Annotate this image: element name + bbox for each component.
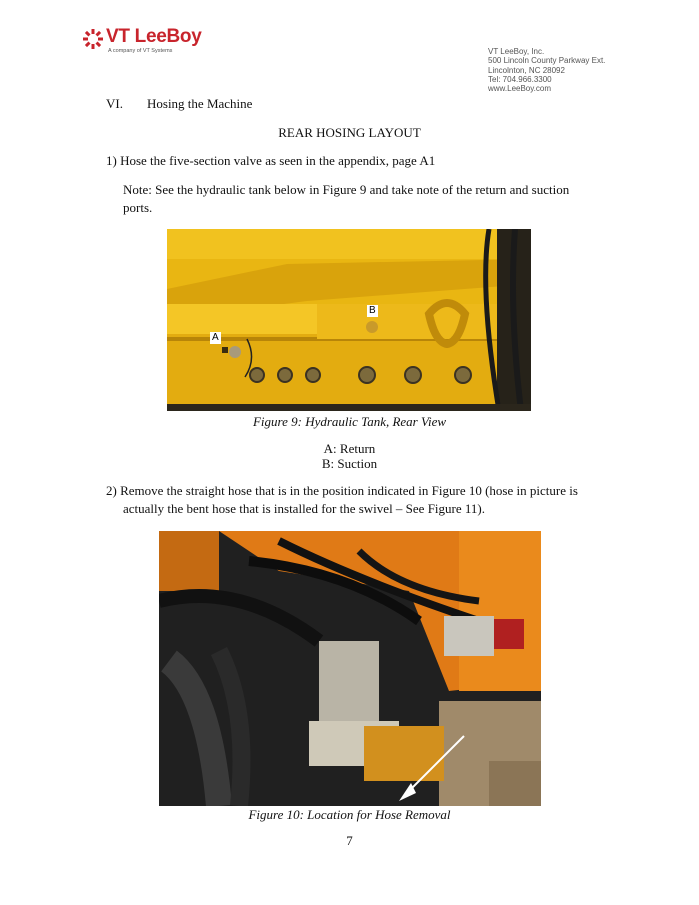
page-number: 7 — [346, 833, 353, 848]
address-line: Tel: 704.966.3300 — [488, 74, 552, 84]
legend-return: A: Return — [323, 441, 376, 456]
figure-10-caption: Figure 10: Location for Hose Removal — [248, 807, 451, 822]
section-title: Hosing the Machine — [147, 96, 253, 111]
step-2-line-2: actually the bent hose that is installed for the swivel – See Figure 11). — [123, 501, 485, 516]
logo-text: VT LeeBoy — [106, 26, 202, 47]
step-1: 1) Hose the five-section valve as seen in the appendix, page A1 — [106, 153, 436, 168]
hydraulic-tank-illustration — [167, 229, 531, 411]
section-number: VI. — [106, 96, 123, 111]
figure-9-caption: Figure 9: Hydraulic Tank, Rear View — [252, 414, 447, 429]
legend-suction: B: Suction — [321, 456, 378, 471]
vt-leeboy-logo-icon — [82, 28, 104, 50]
figure-10-photo — [159, 531, 541, 806]
page-title: REAR HOSING LAYOUT — [278, 125, 421, 140]
step-2-line-1: 2) Remove the straight hose that is in the position indicated in Figure 10 (hose in picture is — [106, 483, 578, 498]
address-line: Lincolnton, NC 28092 — [488, 65, 565, 75]
note-line-1: Note: See the hydraulic tank below in Figure 9 and take note of the return and suction — [123, 182, 570, 197]
note-line-2: ports. — [123, 200, 153, 215]
logo-tagline: A company of VT Systems — [108, 48, 173, 54]
address-line: www.LeeBoy.com — [488, 84, 551, 94]
valve-hoses-illustration — [159, 531, 541, 806]
figure-9-label-b: B — [369, 305, 376, 316]
address-line: 500 Lincoln County Parkway Ext. — [488, 56, 606, 66]
figure-9-photo — [167, 229, 531, 411]
company-address — [488, 47, 605, 93]
address-line: VT LeeBoy, Inc. — [488, 47, 545, 56]
figure-9-label-a: A — [212, 332, 219, 343]
